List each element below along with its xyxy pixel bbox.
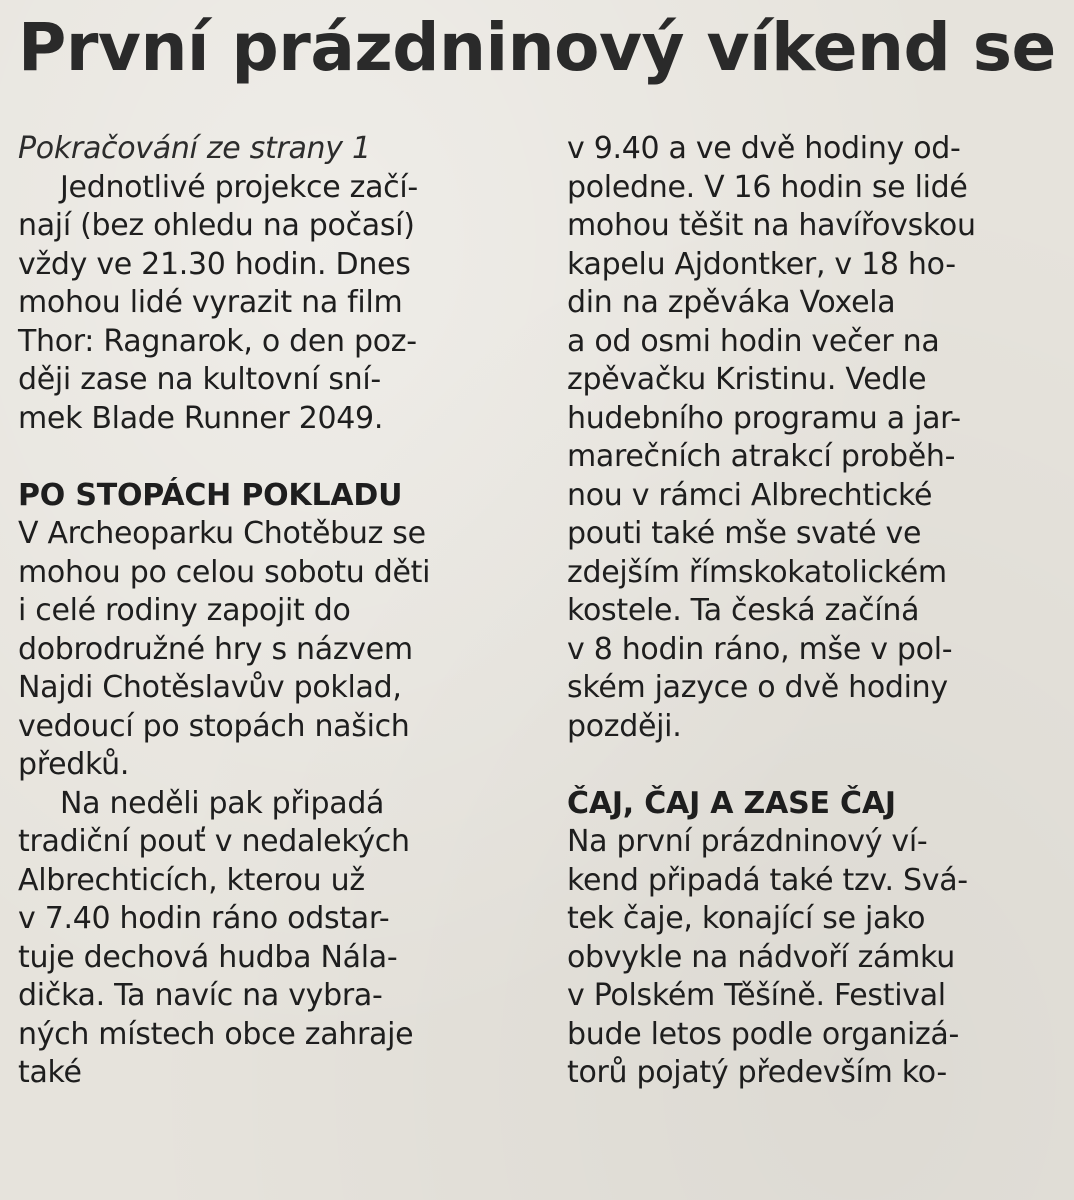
paragraph-first-line: Jednotlivé projekce začí-: [60, 169, 418, 205]
text-line: V Archeoparku Chotěbuz se: [18, 516, 426, 551]
section-subheading: ČAJ, ČAJ A ZASE ČAJ: [567, 785, 896, 821]
text-line: kend připadá také tzv. Svá-: [567, 862, 968, 898]
text-line: později.: [567, 708, 682, 744]
text-line: tuje dechová hudba Nála-: [18, 939, 398, 975]
text-line: kostele. Ta česká začíná: [567, 593, 920, 628]
text-line: předků.: [18, 747, 130, 782]
text-line: ději zase na kultovní sní-: [18, 362, 381, 397]
text-line: Na první prázdninový ví-: [567, 824, 928, 859]
paragraph-spacer: [567, 746, 1067, 785]
text-line: a od osmi hodin večer na: [567, 323, 940, 359]
continuation-note: Pokračování ze strany 1: [18, 131, 371, 166]
text-line: marečních atrakcí proběh-: [567, 439, 956, 474]
text-line: vedoucí po stopách našich: [18, 708, 410, 744]
text-line: din na zpěváka Voxela: [567, 285, 896, 320]
paragraph-spacer: [18, 438, 538, 477]
text-line: bude letos podle organizá-: [567, 1016, 960, 1052]
text-line: mohou lidé vyrazit na film: [18, 285, 403, 320]
text-line: dobrodružné hry s názvem: [18, 631, 413, 667]
text-line: Albrechticích, kterou už: [18, 862, 365, 898]
text-line: také: [18, 1055, 82, 1090]
text-line: torů pojatý především ko-: [567, 1055, 947, 1090]
article-headline: První prázdninový víkend se: [18, 9, 1056, 86]
text-line: zdejším římskokatolickém: [567, 554, 947, 590]
text-line: zpěvačku Kristinu. Vedle: [567, 362, 927, 397]
text-line: pouti také mše svaté ve: [567, 516, 922, 551]
text-line: obvykle na nádvoří zámku: [567, 939, 955, 975]
text-line: v 7.40 hodin ráno odstar-: [18, 901, 390, 936]
text-line: v Polském Těšíně. Festival: [567, 978, 946, 1013]
text-line: mohou těšit na havířovskou: [567, 208, 976, 243]
section-subheading: PO STOPÁCH POKLADU: [18, 477, 403, 513]
text-line: tradiční pouť v nedalekých: [18, 824, 410, 859]
text-line: mek Blade Runner 2049.: [18, 400, 384, 436]
text-line: poledne. V 16 hodin se lidé: [567, 169, 968, 205]
text-line: kapelu Ajdontker, v 18 ho-: [567, 246, 956, 282]
text-line: vždy ve 21.30 hodin. Dnes: [18, 246, 411, 282]
text-line: Thor: Ragnarok, o den poz-: [18, 323, 417, 359]
paragraph-first-line: Na neděli pak připadá: [60, 785, 385, 821]
right-column: [567, 130, 1067, 1093]
text-line: v 9.40 a ve dvě hodiny od-: [567, 131, 961, 166]
text-line: ském jazyce o dvě hodiny: [567, 670, 948, 705]
text-line: ných místech obce zahraje: [18, 1016, 414, 1052]
text-line: i celé rodiny zapojit do: [18, 593, 351, 628]
text-line: dička. Ta navíc na vybra-: [18, 978, 383, 1013]
text-line: Najdi Chotěslavův poklad,: [18, 670, 402, 705]
left-column: [18, 130, 538, 1093]
text-line: hudebního programu a jar-: [567, 400, 961, 436]
text-line: mohou po celou sobotu děti: [18, 554, 431, 590]
text-line: v 8 hodin ráno, mše v pol-: [567, 631, 953, 667]
text-line: tek čaje, konající se jako: [567, 901, 926, 936]
text-line: nají (bez ohledu na počasí): [18, 208, 415, 243]
text-line: nou v rámci Albrechtické: [567, 477, 933, 513]
